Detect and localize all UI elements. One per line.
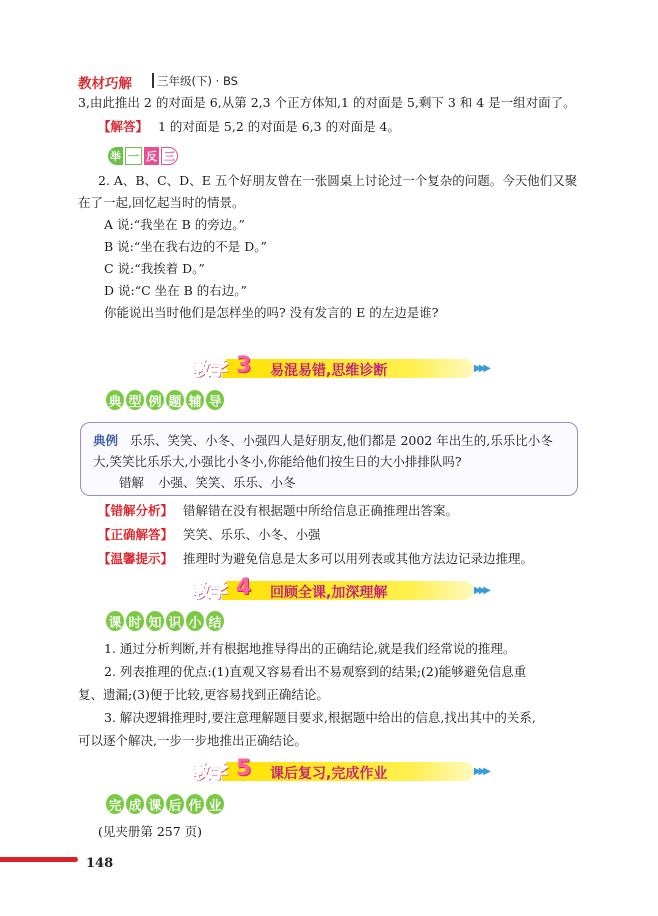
- page-number: 148: [86, 856, 114, 871]
- banner-title: 回顾全课,加深理解: [270, 585, 388, 601]
- summary-item-1: 1. 通过分析判断,并有根据地推导得出的正确结论,就是我们经常说的推理。: [104, 641, 516, 656]
- tip-tag: 【温馨提示】: [98, 551, 174, 566]
- book-title: 教材巧解: [78, 76, 132, 92]
- error-analysis-row: [98, 502, 458, 520]
- pill-char: 时: [126, 611, 144, 631]
- tip-row: [98, 550, 533, 568]
- badge-char: 反: [144, 147, 159, 165]
- example-label: 典例: [93, 433, 119, 448]
- correct-answer-row: [98, 526, 321, 544]
- example-text: 乐乐、笑笑、小冬、小强四人是好朋友,他们都是 2002 年出生的,乐乐比小冬: [130, 433, 553, 448]
- pill-char: 知: [146, 611, 164, 631]
- answer-tag: 【解答】: [98, 119, 149, 134]
- pill-char: 题: [166, 390, 184, 410]
- pill-char: 小: [186, 611, 204, 631]
- pill-char: 课: [146, 794, 164, 814]
- answer-text: 1 的对面是 5,2 的对面是 6,3 的对面是 4。: [158, 119, 401, 134]
- exercise-question: 你能说出当时他们是怎样坐的吗? 没有发言的 E 的左边是谁?: [104, 305, 439, 320]
- practice-badge: [108, 147, 178, 165]
- grade-label: 三年级(下) · BS: [157, 74, 238, 88]
- section-pill-typical-examples: [106, 390, 224, 412]
- footer-red-bar: [0, 857, 78, 862]
- summary-item-2: 2. 列表推理的优点:(1)直观又容易看出不易观察到的结果;(2)能够避免信息重: [104, 664, 527, 679]
- example-box: [80, 422, 578, 496]
- banner-number: 4: [236, 575, 252, 600]
- error-analysis-tag: 【错解分析】: [98, 503, 174, 518]
- banner-lead: 教学: [192, 581, 228, 602]
- statement-c: C 说:“我挨着 D。”: [104, 261, 205, 276]
- banner-lead: 教学: [192, 762, 228, 783]
- correct-answer-text: 笑笑、乐乐、小冬、小强: [183, 527, 321, 542]
- exercise-line: 在了一起,回忆起当时的情景。: [78, 195, 245, 210]
- badge-char: 一: [125, 147, 142, 165]
- banner-title: 易混易错,思维诊断: [270, 363, 388, 379]
- arrow-icon: ▶▶▶: [473, 585, 488, 596]
- step-5-banner: [192, 758, 488, 784]
- banner-number: 5: [236, 756, 252, 781]
- error-analysis-text: 错解错在没有根据题中所给信息正确推理出答案。: [183, 503, 459, 518]
- pill-char: 完: [106, 794, 124, 814]
- pill-char: 结: [206, 611, 224, 631]
- section-pill-homework: [106, 794, 224, 816]
- wrong-label: 错解: [119, 475, 145, 490]
- banner-title: 课后复习,完成作业: [270, 766, 388, 782]
- pill-char: 例: [146, 390, 164, 410]
- example-line: [93, 432, 553, 450]
- statement-b: B 说:“坐在我右边的不是 D。”: [104, 239, 267, 254]
- wrong-answer-line: [119, 474, 296, 492]
- badge-char: 三: [161, 147, 178, 165]
- example-line: 大,笑笑比乐乐大,小强比小冬小,你能给他们按生日的大小排排队吗?: [93, 454, 462, 469]
- pill-char: 识: [166, 611, 184, 631]
- pill-char: 后: [166, 794, 184, 814]
- pill-char: 课: [106, 611, 124, 631]
- summary-item-3: 3. 解决逻辑推理时,要注意理解题目要求,根据题中给出的信息,找出其中的关系,: [104, 710, 536, 725]
- arrow-icon: ▶▶▶: [473, 766, 488, 777]
- banner-number: 3: [236, 353, 252, 378]
- pill-char: 导: [206, 390, 224, 410]
- badge-char: 举: [108, 147, 123, 165]
- section-pill-lesson-summary: [106, 611, 224, 633]
- correct-answer-tag: 【正确解答】: [98, 527, 174, 542]
- summary-item-3-cont: 可以逐个解决,一步一步地推出正确结论。: [78, 733, 307, 748]
- pill-char: 型: [126, 390, 144, 410]
- statement-d: D 说:“C 坐在 B 的右边。”: [104, 283, 247, 298]
- homework-reference: (见夹册第 257 页): [98, 824, 203, 839]
- step-4-banner: [192, 577, 488, 603]
- exercise-line: 2. A、B、C、D、E 五个好朋友曾在一张圆桌上讨论过一个复杂的问题。今天他们又聚: [98, 173, 578, 188]
- header-divider: [152, 73, 154, 88]
- pill-char: 作: [186, 794, 204, 814]
- arrow-icon: ▶▶▶: [473, 363, 488, 374]
- intro-line: 3,由此推出 2 的对面是 6,从第 2,3 个正方体知,1 的对面是 5,剩下 3 和 4 是一组对面了。: [78, 95, 576, 110]
- wrong-text: 小强、笑笑、乐乐、小冬: [158, 475, 296, 490]
- pill-char: 成: [126, 794, 144, 814]
- tip-text: 推理时为避免信息是太多可以用列表或其他方法边记录边推理。: [183, 551, 534, 566]
- summary-item-2-cont: 复、遗漏;(3)便于比较,更容易找到正确结论。: [78, 687, 329, 702]
- pill-char: 典: [106, 390, 124, 410]
- answer-line: [98, 118, 400, 136]
- banner-lead: 教学: [192, 359, 228, 380]
- step-3-banner: [192, 355, 488, 381]
- statement-a: A 说:“我坐在 B 的旁边。”: [104, 217, 245, 232]
- pill-char: 辅: [186, 390, 204, 410]
- pill-char: 业: [206, 794, 224, 814]
